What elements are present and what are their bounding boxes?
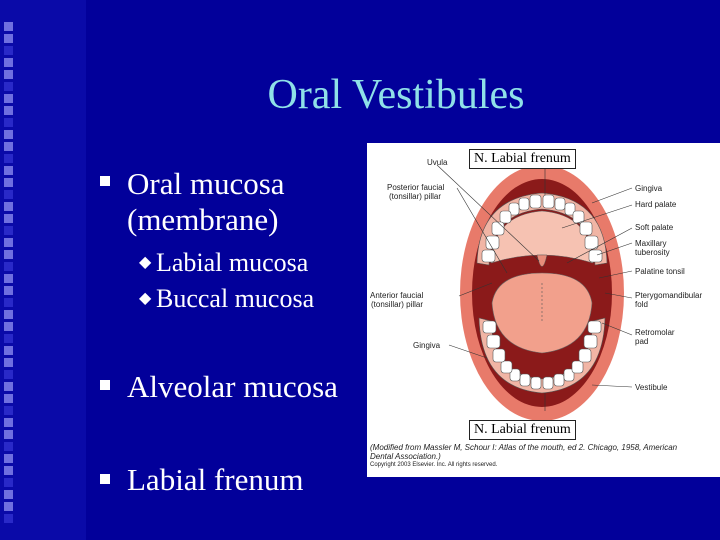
diamond-bullet-icon: ◆ [139, 290, 152, 307]
decorative-square [4, 34, 13, 43]
decorative-square [4, 322, 13, 331]
label-gingiva-upper: Gingiva [635, 184, 663, 193]
caption-copyright: Copyright 2003 Elsevier. Inc. All rights reserved. [370, 462, 498, 468]
bullet-oral-mucosa-line2: (membrane) [127, 202, 279, 237]
decorative-square [4, 214, 13, 223]
decorative-square [4, 94, 13, 103]
decorative-square [4, 514, 13, 523]
decorative-square [4, 106, 13, 115]
bullet-square-icon [100, 176, 110, 186]
callout-labial-frenum-top: N. Labial frenum [469, 149, 576, 169]
decorative-square [4, 490, 13, 499]
label-vestibule: Vestibule [635, 383, 668, 392]
decorative-square [4, 286, 13, 295]
label-pterygomandibular-2: fold [635, 300, 648, 309]
decorative-square [4, 478, 13, 487]
figure-caption [370, 443, 715, 470]
decorative-square [4, 262, 13, 271]
label-gingiva-lower: Gingiva [413, 341, 441, 350]
bullet-square-icon [100, 474, 110, 484]
decorative-square [4, 118, 13, 127]
decorative-square [4, 22, 13, 31]
decorative-square [4, 310, 13, 319]
bullet-labial-frenum: Labial frenum [127, 462, 304, 497]
decorative-square [4, 454, 13, 463]
decorative-squares [4, 22, 24, 526]
label-pterygomandibular-1: Pterygomandibular [635, 291, 703, 300]
sub-bullet-labial-mucosa: Labial mucosa [156, 248, 309, 277]
decorative-square [4, 358, 13, 367]
decorative-square [4, 178, 13, 187]
label-posterior-pillar-1: Posterior faucial [387, 183, 445, 192]
decorative-square [4, 502, 13, 511]
decorative-square [4, 226, 13, 235]
decorative-square [4, 58, 13, 67]
label-maxillary-2: tuberosity [635, 248, 670, 257]
caption-line-1: (Modified from Massler M, Schour I: Atlas of the mouth, ed 2. Chicago, 1958, American [370, 443, 678, 452]
label-anterior-pillar-2: (tonsillar) pillar [371, 300, 424, 309]
decorative-square [4, 202, 13, 211]
decorative-square [4, 298, 13, 307]
decorative-square [4, 142, 13, 151]
label-palatine-tonsil: Palatine tonsil [635, 267, 685, 276]
decorative-square [4, 418, 13, 427]
decorative-square [4, 130, 13, 139]
decorative-square [4, 394, 13, 403]
callout-labial-frenum-bottom: N. Labial frenum [469, 420, 576, 440]
decorative-square [4, 70, 13, 79]
label-uvula: Uvula [427, 158, 448, 167]
decorative-square [4, 334, 13, 343]
label-retromolar-2: pad [635, 337, 649, 346]
decorative-square [4, 346, 13, 355]
caption-line-2: Dental Association.) [370, 452, 441, 461]
decorative-square [4, 370, 13, 379]
decorative-square [4, 406, 13, 415]
decorative-square [4, 46, 13, 55]
label-anterior-pillar-1: Anterior faucial [370, 291, 424, 300]
decorative-square [4, 466, 13, 475]
decorative-square [4, 274, 13, 283]
decorative-square [4, 190, 13, 199]
decorative-square [4, 82, 13, 91]
bullet-square-icon [100, 380, 110, 390]
sub-bullet-buccal-mucosa: Buccal mucosa [156, 284, 315, 313]
label-retromolar-1: Retromolar [635, 328, 675, 337]
bullet-oral-mucosa-line1: Oral mucosa [127, 166, 285, 201]
slide-title: Oral Vestibules [267, 72, 525, 118]
diamond-bullet-icon: ◆ [139, 254, 152, 271]
decorative-square [4, 166, 13, 175]
bullet-alveolar-mucosa: Alveolar mucosa [127, 369, 338, 404]
bullet-oral-mucosa [127, 166, 285, 238]
label-posterior-pillar-2: (tonsillar) pillar [389, 192, 442, 201]
decorative-square [4, 154, 13, 163]
decorative-square [4, 382, 13, 391]
decorative-square [4, 442, 13, 451]
decorative-square [4, 430, 13, 439]
label-hard-palate: Hard palate [635, 200, 677, 209]
decorative-square [4, 238, 13, 247]
left-decorative-band [0, 0, 86, 540]
decorative-square [4, 250, 13, 259]
label-maxillary-1: Maxillary [635, 239, 667, 248]
label-soft-palate: Soft palate [635, 223, 674, 232]
